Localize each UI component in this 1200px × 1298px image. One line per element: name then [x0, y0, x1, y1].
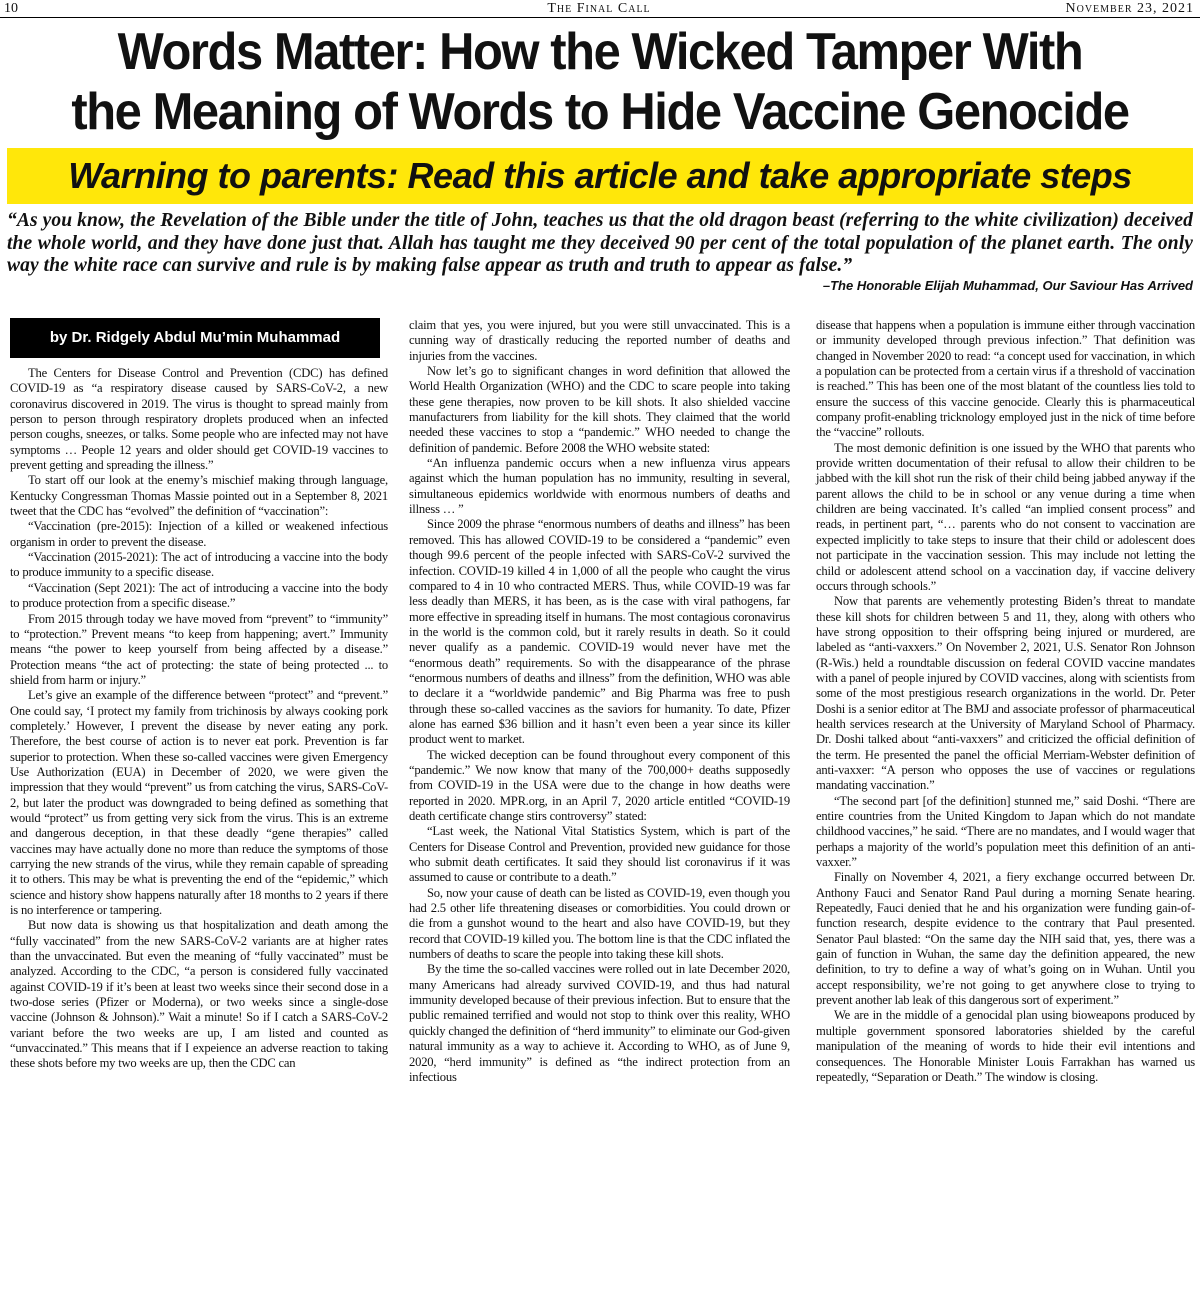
headline	[36, 22, 1164, 142]
article-paragraph: The Centers for Disease Control and Prevention (CDC) has defined COVID-19 as “a respiratory disease caused by SARS-CoV-2, a new coronavirus discovered in 2019. The virus is thought to spread mainly from person to person through respiratory droplets produced when an infected person coughs, sneezes, or talks. Some people who are infected may not have symptoms … People 12 years and older should get COVID-19 vaccines to prevent getting and spreading the illness.”	[10, 366, 388, 473]
issue-date: November 23, 2021	[1065, 1, 1194, 16]
article-paragraph: claim that yes, you were injured, but you were still unvaccinated. This is a cunning way of drastically reducing the reported number of deaths and injuries from the vaccines.	[409, 318, 790, 363]
article-paragraph: So, now your cause of death can be listed as COVID-19, even though you had 2.5 other life threatening diseases or comorbidities. You could drown or die from a gunshot wound to the heart and also have COVID-19, but they record that COVID-19 killed you. The bottom line is that the CDC inflated the numbers of deaths to scare the people into taking these kill shots.	[409, 885, 790, 962]
article-paragraph: “Vaccination (2015-2021): The act of introducing a vaccine into the body to produce immunity to a specific disease.	[10, 550, 388, 580]
article-paragraph: “The second part [of the definition] stunned me,” said Doshi. “There are entire countries from the United Kingdom to Japan which do not mandate childhood vaccines,” he said. “There are no mandates, and I would wager that perhaps a majority of the world’s population meet this definition of an anti-vaxxer.”	[816, 793, 1195, 870]
article-paragraph: disease that happens when a population is immune either through vaccination or immunity developed through previous infection.” That definition was changed in November 2020 to read: “a concept used for vaccination, in which a population can be protected from a certain virus if a threshold of vaccination is reached.” This has been one of the most blatant of the countless lies told to ensure the success of this vaccine genocide. Clearly this is pharmaceutical company profit-enabling tricknology employed just in the nick of time before the “vaccine” rollouts.	[816, 318, 1195, 440]
article-column-2	[409, 318, 790, 1085]
article-paragraph: “Vaccination (pre-2015): Injection of a killed or weakened infectious organism in order to prevent the disease.	[10, 519, 388, 549]
article-paragraph: From 2015 through today we have moved from “prevent” to “immunity” to “protection.” Prevent means “to keep from happening; avert.” Immunity means “the power to keep yourself from being affected by a disease.” Protection means “the act of protecting: the state of being protected ... to shield from harm or injury.”	[10, 611, 388, 687]
article-paragraph: By the time the so-called vaccines were rolled out in late December 2020, many Americans had already survived COVID-19, and thus had natural immunity developed because of their previous infection. But to ensure that the public remained terrified and would not stop to think over this reality, WHO quickly changed the definition of “herd immunity” to eliminate our God-given natural immunity as a way to achieve it. According to WHO, as of June 9, 2020, “herd immunity” is defined as “the indirect protection from an infectious	[409, 962, 790, 1084]
article-paragraph: Finally on November 4, 2021, a fiery exchange occurred between Dr. Anthony Fauci and Senator Rand Paul during a morning Senate hearing. Repeatedly, Fauci denied that he and his organization were funding gain-of-function research, despite evidence to the contrary that Paul presented. Senator Paul blasted: “On the same day the NIH said that, yes, there was a gain of function in Wuhan, the same day the definition appeared, the new definition, to try to define a way of what’s going on in Wuhan. Until you accept responsibility, we’re not going to get anywhere close to trying to prevent another lab leak of this dangerous sort of experiment.”	[816, 870, 1195, 1008]
epigraph-quote: “As you know, the Revelation of the Bible under the title of John, teaches us that the old dragon beast (referring to the white civilization) deceived the whole world, and they have done just that. Allah has taught me they deceived 90 per cent of the total population of the planet earth. The only way the white race can survive and rule is by making false appear as truth and truth to appear as false.”	[7, 210, 1193, 276]
article-column-3	[816, 318, 1195, 1085]
article-paragraph: To start off our look at the enemy’s mischief making through language, Kentucky Congressman Thomas Massie pointed out in a September 8, 2021 tweet that the CDC has “evolved” the definition of “vaccination”:	[10, 473, 388, 519]
byline: by Dr. Ridgely Abdul Mu’min Muhammad	[10, 318, 380, 358]
page-number: 10	[4, 1, 18, 16]
article-paragraph: Now let’s go to significant changes in word definition that allowed the World Health Organization (WHO) and the CDC to scare people into taking these gene therapies, now proven to be kill shots. It also shielded vaccine manufacturers from liability for the kill shots. They claimed that the world needed these vaccines to stop a “pandemic.” WHO needed to change the definition of pandemic. Before 2008 the WHO website stated:	[409, 364, 790, 455]
folio	[4, 0, 1194, 17]
headline-line-2: the Meaning of Words to Hide Vaccine Genocide	[71, 83, 1129, 141]
article-paragraph: “Vaccination (Sept 2021): The act of introducing a vaccine into the body to produce protection from a specific disease.”	[10, 580, 388, 611]
quote-attribution: –The Honorable Elijah Muhammad, Our Saviour Has Arrived	[822, 278, 1193, 293]
article-column-1	[10, 366, 388, 1072]
headline-line-1: Words Matter: How the Wicked Tamper With	[117, 23, 1083, 81]
publication-name: The Final Call	[547, 1, 651, 16]
article-paragraph: “Last week, the National Vital Statistics System, which is part of the Centers for Disease Control and Prevention, provided new guidance for those who submit death certificates. It said they should list coronavirus if it was assumed to cause or contribute to a death.”	[409, 824, 790, 885]
article-paragraph: Since 2009 the phrase “enormous numbers of deaths and illness” has been removed. This has allowed COVID-19 to be considered a “pandemic” even though 99.6 percent of the people infected with SARS-CoV-2 survived the infection. COVID-19 killed 4 in 1,000 of all the people who caught the virus compared to 4 in 10 who contracted MERS. Thus, while COVID-19 was far less deadly than MERS, it has been, as is the case with viral pathogens, far more effective in spreading itself in humans. The most contagious coronavirus in the world is the common cold, but it rarely results in death. So it could never qualify as a pandemic. COVID-19 would never have met the “enormous death” requirements. So with the disappearance of the phrase “enormous numbers of deaths and illness” from the definition, WHO was able to declare it a “worldwide pandemic” and Big Pharma was free to push through these so-called vaccines as the saviors for humanity. To date, Pfizer alone has earned $36 billion and it hasn’t even been a year since its killer product went to market.	[409, 517, 790, 747]
article-paragraph: The most demonic definition is one issued by the WHO that parents who provide written documentation of their refusal to allow their children to be jabbed with the kill shot run the risk of their child being jabbed anyway if the parent allows the child to be in school or any venue during a time when children are being vaccinated. It’s called “an implied consent process” and reads, in pertinent part, “… parents who do not consent to vaccination are expected implicitly to take steps to insure that their child or adolescent does not participate in the vaccination session. This may include not letting the child or adolescent attend school on a vaccination day, if vaccine delivery occurs through schools.”	[816, 440, 1195, 593]
article-paragraph: We are in the middle of a genocidal plan using bioweapons produced by multiple government sponsored laboratories shielded by the careful manipulation of the meaning of words to hide their evil intentions and consequences. The Honorable Minister Louis Farrakhan has warned us repeatedly, “Separation or Death.” The window is closing.	[816, 1008, 1195, 1084]
article-paragraph: Now that parents are vehemently protesting Biden’s threat to mandate these kill shots for children between 5 and 11, they, along with others who have strong opposition to their offspring being injured or murdered, are labeled as “anti-vaxxers.” On November 2, 2021, U.S. Senator Ron Johnson (R-Wis.) held a roundtable discussion on federal COVID vaccine mandates with a panel of people injured by COVID vaccines, along with scientists from some of the most prestigious research organizations in the world. Dr. Peter Doshi is a senior editor at The BMJ and associate professor of pharmaceutical health services research at the University of Maryland School of Pharmacy. Dr. Doshi talked about “anti-vaxxers” and criticized the official definition of the term. He presented the panel the official Merriam-Webster definition of anti-vaxxer: “A person who opposes the use of vaccines or regulations mandating vaccination.”	[816, 594, 1195, 793]
article-paragraph: But now data is showing us that hospitalization and death among the “fully vaccinated” from the new SARS-CoV-2 variants are at higher rates than the unvaccinated. But even the meaning of “fully vaccinated” must be analyzed. According to the CDC, “a person is considered fully vaccinated against COVID-19 if it’s been at least two weeks since their second dose in a two-dose series (Pfizer or Moderna), or two weeks since a single-dose vaccine (Johnson & Johnson).” Wait a minute! So if I catch a SARS-CoV-2 variant before the two weeks are up, I am listed and counted as “unvaccinated.” This means that if I expeience an adverse reaction to taking these shots before my two weeks are up, then the CDC can	[10, 918, 388, 1071]
article-paragraph: Let’s give an example of the difference between “protect” and “prevent.” One could say, ‘I protect my family from trichinosis by always cooking pork completely.’ However, I prevent the disease by never eating any pork. Therefore, the best course of action is to never eat pork. Prevention is far superior to protection. When these so-called vaccines were given Emergency Use Authorization (EUA) in December of 2020, we were given the impression that they would “prevent” us from catching the virus, SARS-CoV-2, but later the product was downgraded to being defined as something that would “protect” us from getting very sick from the virus. This is an extreme and dangerous deception, in that these deadly “gene therapies” called vaccines may have actually done no more than reduce the symptoms of those carrying the new strands of the virus, while they remain capable of spreading it to others. This may be what is preventing the end of the “epidemic,” which science and history show happens naturally after 18 months to 2 years if there is no interference or tampering.	[10, 688, 388, 918]
article-paragraph: The wicked deception can be found throughout every component of this “pandemic.” We now know that many of the 700,000+ deaths supposedly from COVID-19 in the USA were due to the change in how deaths were reported in 2020. MPR.org, in an April 7, 2020 article entitled “COVID-19 death certificate change stirs controversy” stated:	[409, 747, 790, 823]
article-paragraph: “An influenza pandemic occurs when a new influenza virus appears against which the human population has no immunity, resulting in several, simultaneous epidemics worldwide with enormous numbers of deaths and illness … ”	[409, 456, 790, 517]
warning-banner: Warning to parents: Read this article and take appropriate steps	[7, 148, 1193, 204]
folio-rule	[0, 17, 1200, 18]
